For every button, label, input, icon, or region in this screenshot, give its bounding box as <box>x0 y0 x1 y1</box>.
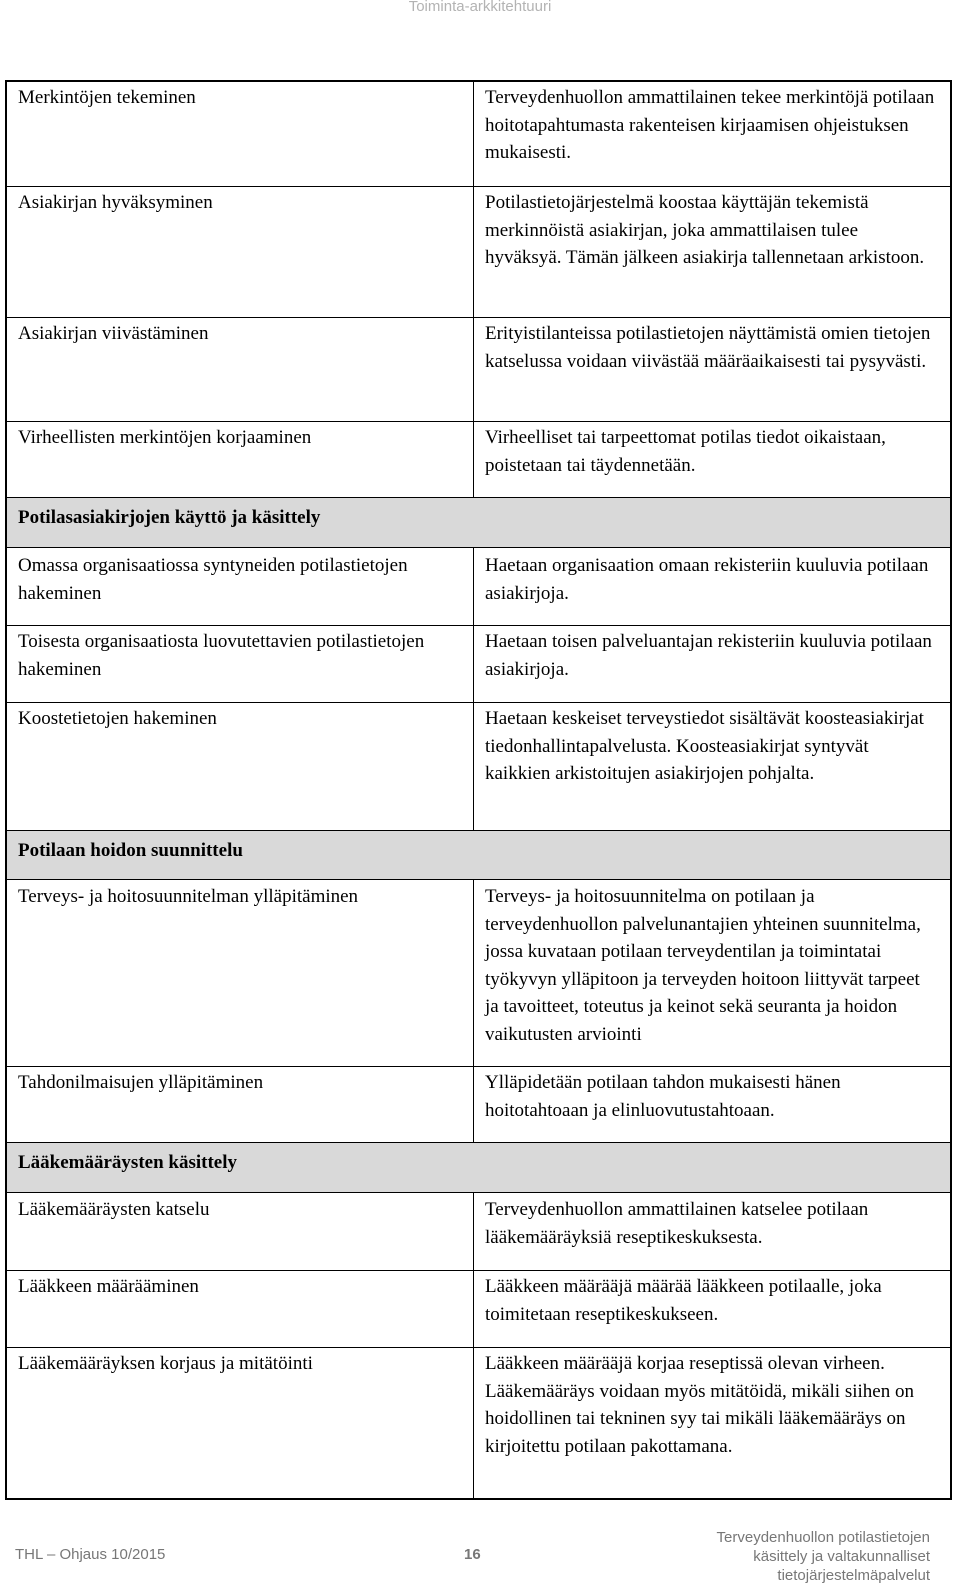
table-row <box>7 1193 950 1270</box>
activity-name: Lääkkeen määrääminen <box>18 1276 199 1297</box>
activity-description: Virheelliset tai tarpeettomat potilas tiedot oikaistaan, poistetaan tai täydennetään. <box>485 427 886 476</box>
activity-description: Erityistilanteissa potilastietojen näyttämistä omien tietojen katselussa voidaan viivästää määräaikaisesti tai pysyvästi. <box>485 323 931 372</box>
table-row <box>7 317 950 421</box>
table-row <box>7 702 950 830</box>
table-row <box>7 421 950 497</box>
activity-description: Lääkkeen määrääjä korjaa reseptissä olevan virheen. Lääkemääräys voidaan myös mitätöidä, mikäli siihen on hoidollinen tai tekninen syy tai mikäli lääkemääräys on kirjoitettu potilaan pakottamana. <box>485 1353 914 1457</box>
page-number: 16 <box>464 1546 481 1563</box>
running-header: Toiminta-arkkitehtuuri <box>408 0 552 15</box>
activity-description: Haetaan organisaation omaan rekisteriin kuuluvia potilaan asiakirjoja. <box>485 555 929 604</box>
activity-name: Virheellisten merkintöjen korjaaminen <box>18 427 312 448</box>
activity-description: Haetaan keskeiset terveystiedot sisältävät koosteasiakirjat tiedonhallintapalvelusta. Koosteasiakirjat syntyvät kaikkien arkistoitujen asiakirjojen pohjalta. <box>485 708 924 784</box>
activity-name: Tahdonilmaisujen ylläpitäminen <box>18 1072 264 1093</box>
activity-name: Terveys- ja hoitosuunnitelman ylläpitäminen <box>18 886 359 907</box>
table-row <box>7 1066 950 1142</box>
activity-name: Koostetietojen hakeminen <box>18 708 217 729</box>
column-divider <box>473 1193 474 1498</box>
section-header <box>7 830 950 880</box>
activity-description: Lääkkeen määrääjä määrää lääkkeen potilaalle, joka toimitetaan reseptikeskukseen. <box>485 1276 882 1325</box>
activity-description: Potilastietojärjestelmä koostaa käyttäjän tekemistä merkinnöistä asiakirjan, joka ammattilaisen tulee hyväksyä. Tämän jälkeen asiakirja tallennetaan arkistoon. <box>485 192 925 268</box>
section-header <box>7 1142 950 1193</box>
activity-description: Ylläpidetään potilaan tahdon mukaisesti hänen hoitotahtoaan ja elinluovutustahtoaan. <box>485 1072 841 1121</box>
table-row <box>7 880 950 1066</box>
section-title: Potilasasiakirjojen käyttö ja käsittely <box>18 507 321 528</box>
activity-name: Merkintöjen tekeminen <box>18 87 196 108</box>
table-row <box>7 1270 950 1347</box>
table-row <box>7 186 950 317</box>
section-title: Lääkemääräysten käsittely <box>18 1152 238 1173</box>
activity-name: Asiakirjan viivästäminen <box>18 323 209 344</box>
activity-description: Terveydenhuollon ammattilainen katselee potilaan lääkemääräyksiä reseptikeskuksesta. <box>485 1199 869 1248</box>
table-row <box>7 82 950 186</box>
activity-name: Lääkemääräyksen korjaus ja mitätöinti <box>18 1353 313 1374</box>
publication-series: THL – Ohjaus 10/2015 <box>15 1546 166 1563</box>
column-divider <box>473 82 474 497</box>
table-row <box>7 625 950 702</box>
activity-name: Omassa organisaatiossa syntyneiden potilastietojen hakeminen <box>18 555 408 604</box>
activity-description: Haetaan toisen palveluantajan rekisteriin kuuluvia potilaan asiakirjoja. <box>485 631 932 680</box>
section-header <box>7 497 950 548</box>
activity-name: Lääkemääräysten katselu <box>18 1199 210 1220</box>
column-divider <box>473 548 474 830</box>
activity-name: Asiakirjan hyväksyminen <box>18 192 213 213</box>
publication-title: Terveydenhuollon potilastietojen käsittely ja valtakunnalliset tietojärjestelmäpalvelut <box>716 1529 930 1584</box>
activity-description: Terveys- ja hoitosuunnitelma on potilaan ja terveydenhuollon palvelunantajien yhteinen suunnitelma, jossa kuvataan potilaan terveydentilan ja toimintatai työkyvyn ylläpitoon ja terveyden hoitoon liittyvät tarpeet ja tavoitteet, toteutus ja keinot sekä seuranta ja hoidon vaikutusten arviointi <box>485 886 921 1045</box>
table-row <box>7 1347 950 1498</box>
table-row <box>7 548 950 625</box>
column-divider <box>473 880 474 1142</box>
activity-table <box>5 80 952 1500</box>
page-footer <box>0 1518 960 1588</box>
section-title: Potilaan hoidon suunnittelu <box>18 840 243 861</box>
activity-description: Terveydenhuollon ammattilainen tekee merkintöjä potilaan hoitotapahtumasta rakenteisen kirjaamisen ohjeistuksen mukaisesti. <box>485 87 935 163</box>
activity-name: Toisesta organisaatiosta luovutettavien potilastietojen hakeminen <box>18 631 425 680</box>
